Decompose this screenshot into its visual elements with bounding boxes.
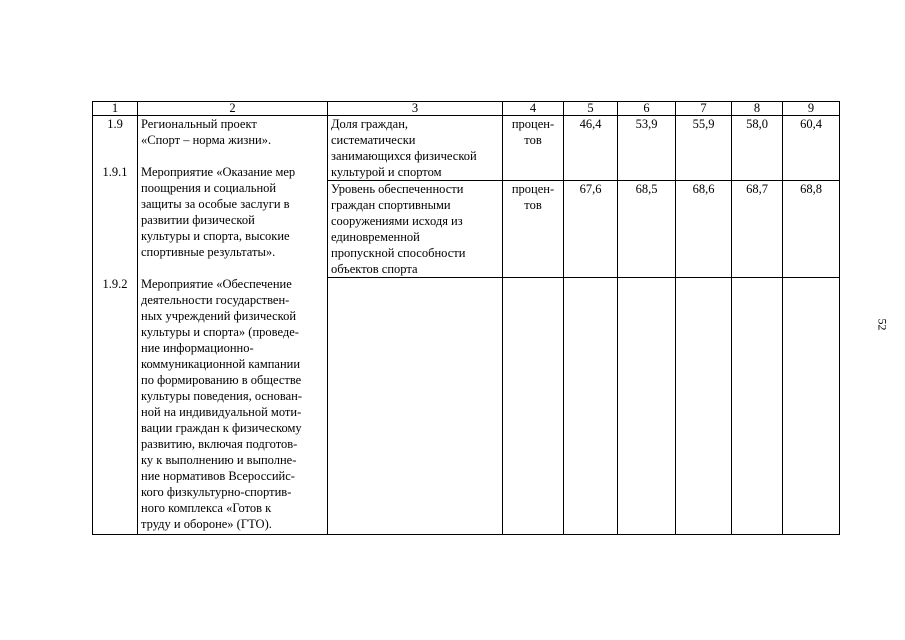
- indicator-name-line: занимающихся физической: [331, 149, 477, 163]
- empty-cell: [564, 278, 618, 535]
- header-cell-3: 3: [328, 102, 503, 116]
- event2-line: ку к выполнению и выполне-: [141, 453, 297, 467]
- value-cell: 68,5: [618, 181, 676, 278]
- event2-line: вации граждан к физическому: [141, 421, 302, 435]
- event2-line: культуры поведения, основан-: [141, 389, 303, 403]
- header-row: [93, 102, 840, 116]
- indicator-name-line: культурой и спортом: [331, 165, 442, 179]
- indicators-table: [92, 101, 840, 535]
- section-title-line: Региональный проект: [141, 117, 257, 131]
- value-cell: 46,4: [564, 116, 618, 181]
- unit-line: тов: [524, 133, 542, 147]
- indicator-row-1: [93, 116, 840, 181]
- header-cell-6: 6: [618, 102, 676, 116]
- event2-line: культуры и спорта» (проведе-: [141, 325, 299, 339]
- header-cell-1: 1: [93, 102, 138, 116]
- value-cell: 67,6: [564, 181, 618, 278]
- header-cell-4: 4: [503, 102, 564, 116]
- event2-line: по формированию в обществе: [141, 373, 302, 387]
- spacer: [96, 180, 134, 276]
- value-cell: 68,8: [783, 181, 840, 278]
- indicator-name-cell: [328, 116, 503, 181]
- event1-line: культуры и спорта, высокие: [141, 229, 290, 243]
- header-cell-7: 7: [676, 102, 732, 116]
- unit-line: тов: [524, 198, 542, 212]
- spacer: [96, 132, 134, 164]
- event2-number: 1.9.2: [102, 277, 128, 291]
- value-cell: 58,0: [732, 116, 783, 181]
- header-cell-5: 5: [564, 102, 618, 116]
- unit-cell: [503, 116, 564, 181]
- event1-line: спортивные результаты».: [141, 245, 276, 259]
- event2-line: деятельности государствен-: [141, 293, 290, 307]
- event2-line: ние информационно-: [141, 341, 254, 355]
- event1-number: 1.9.1: [102, 165, 128, 179]
- event2-line: труду и обороне» (ГТО).: [141, 517, 272, 531]
- indicator-name-line: сооружениями исходя из: [331, 214, 463, 228]
- empty-cell: [732, 278, 783, 535]
- empty-cell: [676, 278, 732, 535]
- descriptions-cell: [138, 116, 328, 535]
- event2-line: ние нормативов Всероссийс-: [141, 469, 295, 483]
- event2-line: ных учреждений физической: [141, 309, 297, 323]
- empty-cell: [783, 278, 840, 535]
- empty-cell: [503, 278, 564, 535]
- header-cell-2: 2: [138, 102, 328, 116]
- header-cell-9: 9: [783, 102, 840, 116]
- event2-line: ной на индивидуальной моти-: [141, 405, 302, 419]
- empty-cell: [618, 278, 676, 535]
- unit-cell: [503, 181, 564, 278]
- indicator-name-line: систематически: [331, 133, 416, 147]
- indicator-name-line: Уровень обеспеченности: [331, 182, 464, 196]
- event2-line: кого физкультурно-спортив-: [141, 485, 292, 499]
- value-cell: 68,7: [732, 181, 783, 278]
- event2-line: Мероприятие «Обеспечение: [141, 277, 292, 291]
- page-number: 52: [875, 318, 890, 331]
- spacer: [141, 148, 324, 164]
- event1-line: Мероприятие «Оказание мер: [141, 165, 296, 179]
- item-numbers-cell: [93, 116, 138, 535]
- value-cell: 55,9: [676, 116, 732, 181]
- unit-line: процен-: [511, 117, 555, 131]
- indicator-name-line: Доля граждан,: [331, 117, 409, 131]
- empty-cell: [328, 278, 503, 535]
- section-title-line: «Спорт – норма жизни».: [141, 133, 272, 147]
- indicator-name-line: граждан спортивными: [331, 198, 451, 212]
- event1-line: поощрения и социальной: [141, 181, 277, 195]
- event2-line: ного комплекса «Готов к: [141, 501, 272, 515]
- indicator-name-line: единовременной: [331, 230, 420, 244]
- value-cell: 60,4: [783, 116, 840, 181]
- unit-line: процен-: [511, 182, 555, 196]
- indicator-name-cell: [328, 181, 503, 278]
- indicator-name-line: пропускной способности: [331, 246, 466, 260]
- event1-line: защиты за особые заслуги в: [141, 197, 290, 211]
- spacer: [141, 260, 324, 276]
- event1-line: развитии физической: [141, 213, 255, 227]
- value-cell: 53,9: [618, 116, 676, 181]
- header-cell-8: 8: [732, 102, 783, 116]
- indicator-name-line: объектов спорта: [331, 262, 418, 276]
- section-number: 1.9: [107, 117, 123, 131]
- event2-line: развитию, включая подготов-: [141, 437, 298, 451]
- value-cell: 68,6: [676, 181, 732, 278]
- event2-line: коммуникационной кампании: [141, 357, 301, 371]
